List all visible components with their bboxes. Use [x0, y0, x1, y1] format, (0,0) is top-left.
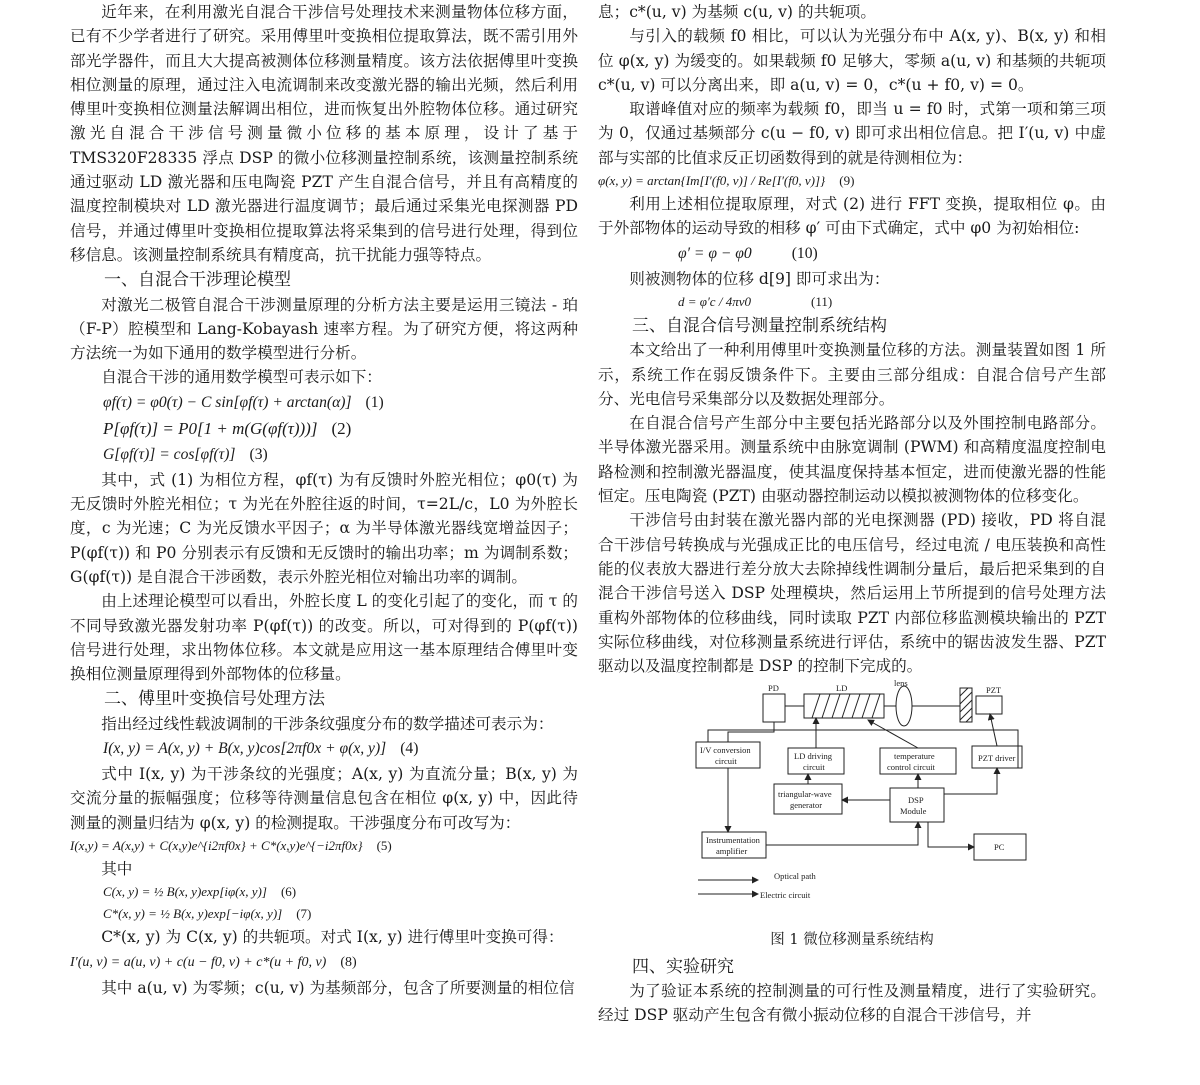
equation-5: I(x,y) = A(x,y) + C(x,y)e^{i2πf0x} + C*(x,y)e^{−i2πf0x} (5)	[70, 837, 392, 853]
equation-9: φ(x, y) = arctan{Im[I′(f0, v)] / Re[I′(f0, v)]} (9)	[598, 173, 855, 189]
temp-label-2: control circuit	[887, 762, 935, 773]
ld-driving-label-1: LD driving	[794, 751, 833, 762]
system-structure-figure	[598, 678, 1106, 922]
lens-label: lens	[894, 678, 908, 689]
lens-block	[896, 686, 912, 726]
triangular-label-1: triangular-wave	[778, 789, 832, 800]
legend-electric: Electric circuit	[760, 890, 811, 901]
pzt-label: PZT	[986, 685, 1002, 696]
pzt-block	[976, 696, 1002, 714]
equation-4: I(x, y) = A(x, y) + B(x, y)cos[2πf0x + φ(x, y)] (4)	[103, 740, 419, 758]
intro-paragraph: 近年来，在利用激光自混合干涉信号处理技术来测量物体位移方面，已有不少学者进行了研究。采用傅里叶变换相位提取算法，既不需引用外部光学器件，而且大大提高被测体位移测量精度。该方法依据傅里叶变换相位测量的原理，通过注入电流调制来改变激光器的输出光频，然后利用傅里叶变换相位测量法解调出相位，进而恢复出外腔物体位移。通过研究激光自混合干涉信号测量微小位移的基本原理，设计了基于 TMS320F28335 浮点 DSP 的微小位移测量控制系统，该测量控制系统通过驱动 LD 激光器和压电陶瓷 PZT 产生自混合信号，并且有高精度的温度控制模块对 LD 激光器进行温度调节；最后通过采集光电探测器 PD 信号，并通过傅里叶变换相位提取算法将采集到的信号进行处理，得到位移信息。该测量控制系统具有精度高，抗干扰能力强等特点。	[70, 3, 578, 264]
instr-amp-label-2: amplifier	[716, 846, 748, 857]
section-heading-2: 二、傅里叶变换信号处理方法	[104, 689, 325, 710]
paragraph: 其中 a(u, v) 为零频；c(u, v) 为基频部分，包含了所要测量的相位信	[101, 978, 575, 997]
paragraph: 在自混合信号产生部分中主要包括光路部分以及外围控制电路部分。半导体激光器采用。测量系统中由脉宽调制 (PWM) 和高精度温度控制电路检测和控制激光器温度，使其温度保持基本恒定，进而使激光器的性能恒定。压电陶瓷 (PZT) 由驱动器控制运动以模拟被测物体的位移变化。	[598, 414, 1106, 506]
equation-8: I′(u, v) = a(u, v) + c(u − f0, v) + c*(u + f0, v) (8)	[70, 954, 357, 970]
equation-11: d = φ′c / 4πv0 (11)	[678, 293, 833, 309]
left-column	[70, 0, 578, 1000]
paragraph: C*(x, y) 为 C(x, y) 的共轭项。对式 I(x, y) 进行傅里叶变换可得：	[101, 928, 564, 947]
temp-label-1: temperature	[894, 751, 935, 762]
equation-10: φ′ = φ − φ0 (10)	[678, 244, 818, 262]
paragraph: 干涉信号由封装在激光器内部的光电探测器 (PD) 接收，PD 将自混合干涉信号转换成与光强成正比的电压信号，经过电流 / 电压装换和高性能的仪表放大器进行差分放大去除掉线性调制分量后，最后把采集到的自混合干涉信号送入 DSP 处理模块，然后运用上节所提到的信号处理方法重构外部物体的位移曲线，同时读取 PZT 内部位移监测模块输出的 PZT 实际位移曲线，对位移测量系统进行评估，系统中的锯齿波发生器、PZT 驱动以及温度控制都是 DSP 的控制下完成的。	[598, 511, 1106, 676]
paragraph: 取谱峰值对应的频率为载频 f0，即当 u = f0 时，式第一项和第三项为 0，仅通过基频部分 c(u − f0, v) 即可求出相位信息。把 I′(u, v) 中虚部与实部的比值求反正切函数得到的就是待测相位为：	[598, 100, 1106, 167]
pc-label: PC	[994, 842, 1005, 853]
paragraph: 指出经过线性载波调制的干涉条纹强度分布的数学描述可表示为：	[101, 714, 554, 733]
equation-2: P[φf(τ)] = P0[1 + m(G(φf(τ)))] (2)	[103, 418, 352, 438]
paragraph: 息；c*(u, v) 为基频 c(u, v) 的共轭项。	[598, 3, 876, 21]
paragraph: 由上述理论模型可以看出，外腔长度 L 的变化引起了的变化，而 τ 的不同导致激光器发射功率 P(φf(τ)) 的改变。所以，可对得到的 P(φf(τ)) 信号进行处理，求出物体位移。本文就是应用这一基本原理结合傅里叶变换相位测量原理得到外部物体的位移量。	[70, 592, 578, 684]
pd-label: PD	[768, 683, 779, 694]
figure-caption: 图 1 微位移测量系统结构	[770, 932, 934, 949]
ld-hatch	[812, 694, 880, 718]
dsp-box	[890, 788, 944, 822]
section-heading-4: 四、实验研究	[632, 956, 734, 977]
legend-optical: Optical path	[774, 871, 816, 882]
dsp-label-1: DSP	[908, 795, 924, 806]
ld-label: LD	[836, 683, 848, 694]
pzt-driver-label: PZT driver	[978, 753, 1016, 764]
paragraph: 其中	[101, 859, 133, 878]
right-column	[598, 0, 1106, 1028]
instr-amp-label-1: Instrumentation	[706, 835, 760, 846]
equation-3: G[φf(τ)] = cos[φf(τ)] (3)	[103, 445, 268, 463]
paragraph: 本文给出了一种利用傅里叶变换测量位移的方法。测量装置如图 1 所示，系统工作在弱反馈条件下。主要由三部分组成：自混合信号产生部分、光电信号采集部分以及数据处理部分。	[598, 341, 1106, 408]
dsp-label-2: Module	[900, 806, 927, 817]
equation-6: C(x, y) = ½ B(x, y)exp[iφ(x, y)] (6)	[103, 884, 297, 900]
iv-label-2: circuit	[715, 756, 737, 767]
target-hatch	[960, 688, 972, 722]
paragraph: 自混合干涉的通用数学模型可表示如下：	[101, 368, 382, 387]
paragraph: 其中，式 (1) 为相位方程，φf(τ) 为有反馈时外腔光相位；φ0(τ) 为无反馈时外腔光相位；τ 为光在外腔往返的时间，τ=2L/c，L0 为外腔长度，c 为光速；C 为光反馈水平因子；α 为半导体激光器线宽增益因子；P(φf(τ)) 和 P0 分别表示有反馈和无反馈时的输出功率；m 为调制系数；G(φf(τ)) 是自混合干涉函数，表示外腔光相位对输出功率的调制。	[70, 470, 578, 586]
paragraph: 对激光二极管自混合干涉测量原理的分析方法主要是运用三镜法 - 珀（F-P）腔模型和 Lang-Kobayash 速率方程。为了研究方便，将这两种方法统一为如下通用的数学模型进行分析。	[70, 295, 578, 363]
paragraph: 则被测物体的位移 d[9] 即可求出为：	[629, 269, 890, 288]
paragraph: 与引入的载频 f0 相比，可以认为光强分布中 A(x, y)、B(x, y) 和相位 φ(x, y) 为缓变的。如果载频 f0 足够大，零频 a(u, v) 和基频的共轭项 c*(u, v) 可以分离出来，即 a(u, v) = 0，c*(u + f0, v) = 0。	[598, 27, 1106, 94]
section-heading-1: 一、自混合干涉理论模型	[104, 270, 291, 291]
paragraph: 为了验证本系统的控制测量的可行性及测量精度，进行了实验研究。经过 DSP 驱动产生包含有微小振动位移的自混合干涉信号，并	[598, 982, 1106, 1025]
paragraph: 式中 I(x, y) 为干涉条纹的光强度；A(x, y) 为直流分量；B(x, y) 为交流分量的振幅强度；位移等待测量信息包含在相位 φ(x, y) 中，因此待测量的测量归结为 φ(x, y) 的检测提取。干涉强度分布可改写为：	[70, 765, 578, 832]
section-heading-3: 三、自混合信号测量控制系统结构	[632, 315, 887, 336]
iv-label-1: I/V conversion	[700, 745, 751, 756]
equation-1: φf(τ) = φ0(τ) − C sin[φf(τ) + arctan(α)] (1)	[103, 393, 384, 411]
triangular-label-2: generator	[790, 800, 823, 811]
pd-block	[763, 694, 785, 722]
equation-7: C*(x, y) = ½ B(x, y)exp[−iφ(x, y)] (7)	[103, 906, 312, 922]
block-diagram	[598, 678, 1106, 922]
paragraph: 利用上述相位提取原理，对式 (2) 进行 FFT 变换，提取相位 φ。由于外部物体的运动导致的相移 φ′ 可由下式确定，式中 φ0 为初始相位:	[598, 195, 1106, 238]
ld-driving-label-2: circuit	[803, 762, 825, 773]
